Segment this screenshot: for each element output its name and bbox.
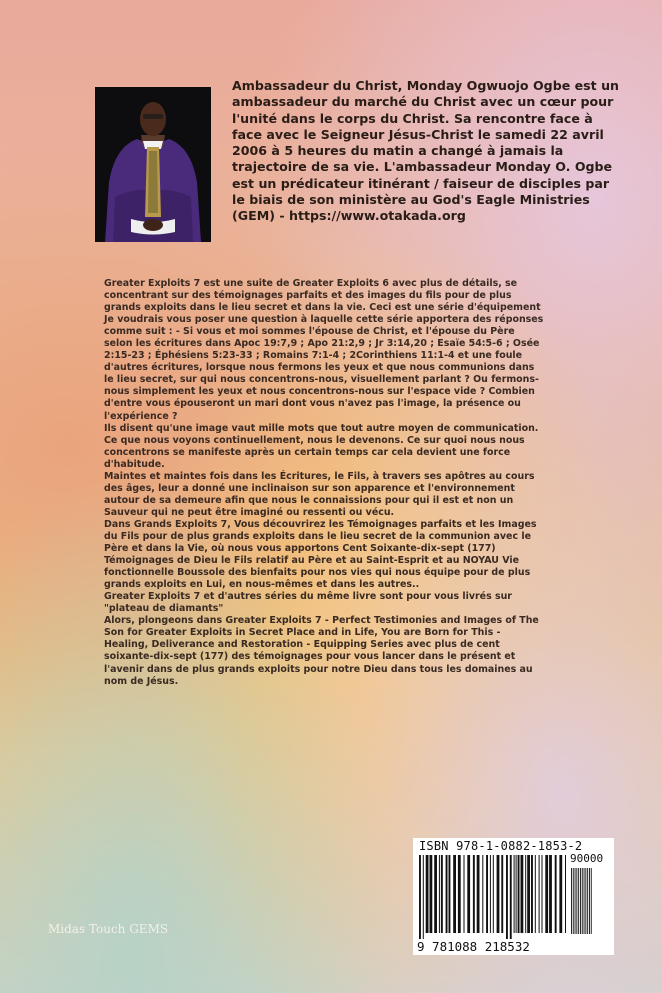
description-paragraph: Je voudrais vous poser une question à laquelle cette série apportera des réponses comme suit : - Si vous et moi sommes l'épouse de Christ, et l'épouse du Père selon les écritures dans Apoc 19:7,9 ; Apo 21:2,9 ; Jr 3:14,20 ; Esaïe 54:5-6 ; Osée 2:15-23 ; Éphésiens 5:23-33 ; Romains 7:1-4 ; 2Corinthiens 11:1-4 et une foule d'autres écritures, lorsque nous fermons les yeux et que nous communions dans le lieu secret, sur qui nous concentrons-nous, visuellement parlant ? Ou fermons-nous simplement les yeux et nous concentrons-nous sur l'espace vide ? Combien d'entre vous épouseront un mari dont vous n'avez pas l'image, la présence ou l'expérience ? [104, 314, 544, 422]
description-paragraph: Ils disent qu'une image vaut mille mots que tout autre moyen de communication. Ce que nous voyons continuellement, nous le devenons. Ce sur quoi nous nous concentrons se manifeste après un certain temps car cela devient une force d'habitude. [104, 422, 539, 470]
description-paragraph: Greater Exploits 7 et d'autres séries du même livre sont pour vous livrés sur "plateau de diamants" [104, 591, 512, 615]
author-portrait-image [95, 87, 211, 242]
ean-digits: 9 781088 218532 [417, 939, 530, 954]
publisher-imprint: Midas Touch GEMS [48, 922, 169, 936]
author-bio: Ambassadeur du Christ, Monday Ogwuojo Ogbe est un ambassadeur du marché du Christ avec un cœur pour l'unité dans le corps du Christ. Sa rencontre face à face avec le Seigneur Jésus-Christ le samedi 22 avril 2006 à 5 heures du matin a changé à jamais la trajectoire de sa vie. L'ambassadeur Monday O. Ogbe est un prédicateur itinérant / faiseur de disciples par le biais de son ministère au God's Eagle Ministries (GEM) - https://www.otakada.org [232, 78, 620, 224]
isbn-label: ISBN 978-1-0882-1853-2 [419, 839, 583, 853]
author-photo [95, 87, 211, 242]
price-code: 90000 [570, 852, 604, 865]
ean-barcode-bars [419, 855, 567, 939]
isbn-barcode [413, 838, 614, 955]
price-barcode-bars [571, 868, 609, 940]
book-description [104, 278, 546, 688]
description-paragraph: Greater Exploits 7 est une suite de Greater Exploits 6 avec plus de détails, se concentrant sur des témoignages parfaits et des images du fils pour de plus grands exploits dans le lieu secret et dans la vie. Ceci est une série d'équipement [104, 278, 541, 314]
description-paragraph: Dans Grands Exploits 7, Vous découvrirez les Témoignages parfaits et les Images du Fils pour de plus grands exploits dans le lieu secret de la communion avec le Père et dans la Vie, où nous vous apportons Cent Soixante-dix-sept (177) Témoignages de Dieu le Fils relatif au Père et au Saint-Esprit et au NOYAU Vie fonctionnelle Boussole des bienfaits pour nos vies qui nous équipe pour de plus grands exploits en Lui, en nous-mêmes et dans les autres.. [104, 518, 537, 591]
description-paragraph: Maintes et maintes fois dans les Écritures, le Fils, à travers ses apôtres au cours des âges, leur a donné une inclinaison sur son apparence et l'environnement autour de sa demeure afin que nous le connaissions pour qui il est et non un Sauveur qui ne peut être imaginé ou ressenti ou vécu. [104, 470, 535, 518]
description-paragraph: Alors, plongeons dans Greater Exploits 7 - Perfect Testimonies and Images of The Son for Greater Exploits in Secret Place and in Life, You are Born for This - Healing, Deliverance and Restoration - Equipping Series avec plus de cent soixante-dix-sept (177) des témoignages pour vous lancer dans le présent et l'avenir dans de plus grands exploits pour notre Dieu dans tous les domaines au nom de Jésus. [104, 615, 539, 687]
